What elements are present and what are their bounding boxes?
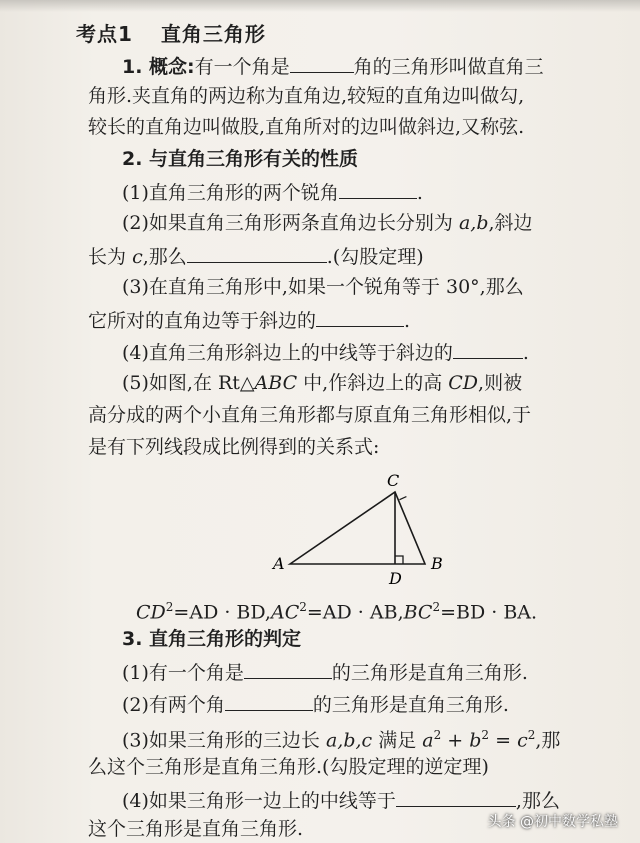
blank-line [225,690,313,711]
property-2-line-2: 长为 c,那么 .(勾股定理) [88,242,424,270]
criterion-4-line-2: 这个三角形是直角三角形. [88,818,304,840]
property-1: (1)直角三角形的两个锐角 . [122,178,423,206]
label-a: A [273,554,285,573]
property-2-line-1: (2)如果直角三角形两条直角边长分别为 a,b,斜边 [122,212,533,234]
concept-title: 1. 概念: [122,56,195,78]
criterion-2: (2)有两个角 的三角形是直角三角形. [122,690,509,718]
concept-line-2: 角形.夹直角的两边称为直角边,较短的直角边叫做勾, [88,85,525,107]
criterion-3-line-2: 么这个三角形是直角三角形.(勾股定理的逆定理) [88,756,489,778]
triangle-abc [290,492,425,564]
watermark: 头条 @初中数学私塾 [487,814,618,830]
formula-line: $CD^2=AD \cdot BD,AC^2=AD \cdot AB,BC^2=BD$ · BA. [136,600,538,624]
criteria-title: 3. 直角三角形的判定 [122,628,302,650]
concept-line-1: 1. 概念:有一个角是 角的三角形叫做直角三 [122,52,544,80]
criterion-4-line-1: (4)如果三角形一边上的中线等于 ,那么 [122,786,560,814]
page-top-edge [0,0,640,12]
properties-title: 2. 与直角三角形有关的性质 [122,148,359,170]
label-c: C [387,471,400,490]
right-triangle-figure [255,468,480,596]
blank-line [453,338,523,359]
section-heading [76,18,266,47]
right-angle-mark-c [400,497,407,500]
blank-line [396,786,516,807]
heading-label: 考点1 [76,22,133,46]
criterion-1: (1)有一个角是 的三角形是直角三角形. [122,658,528,686]
property-5-line-3: 是有下列线段成比例得到的关系式: [88,436,380,458]
concept-line-3: 较长的直角边叫做股,直角所对的边叫做斜边,又称弦. [88,116,525,138]
criterion-3-line-1: (3)如果三角形的三边长 a,b,c 满足 $a^2 + b^2 = c^2$,那 [122,728,561,752]
property-5-line-2: 高分成的两个小直角三角形都与原直角三角形相似,于 [88,404,532,426]
right-angle-mark-d [395,556,403,564]
label-b: B [431,554,443,573]
blank-line [187,242,327,263]
blank-line [290,52,354,73]
blank-line [316,306,404,327]
blank-line [244,658,332,679]
blank-line [339,178,417,199]
property-3-line-2: 它所对的直角边等于斜边的 . [88,306,410,334]
label-d: D [389,569,402,588]
heading-title: 直角三角形 [160,22,266,46]
property-5-line-1: (5)如图,在 Rt△ABC 中,作斜边上的高 CD,则被 [122,372,523,394]
property-4: (4)直角三角形斜边上的中线等于斜边的 . [122,338,529,366]
property-3-line-1: (3)在直角三角形中,如果一个锐角等于 30°,那么 [122,276,524,298]
